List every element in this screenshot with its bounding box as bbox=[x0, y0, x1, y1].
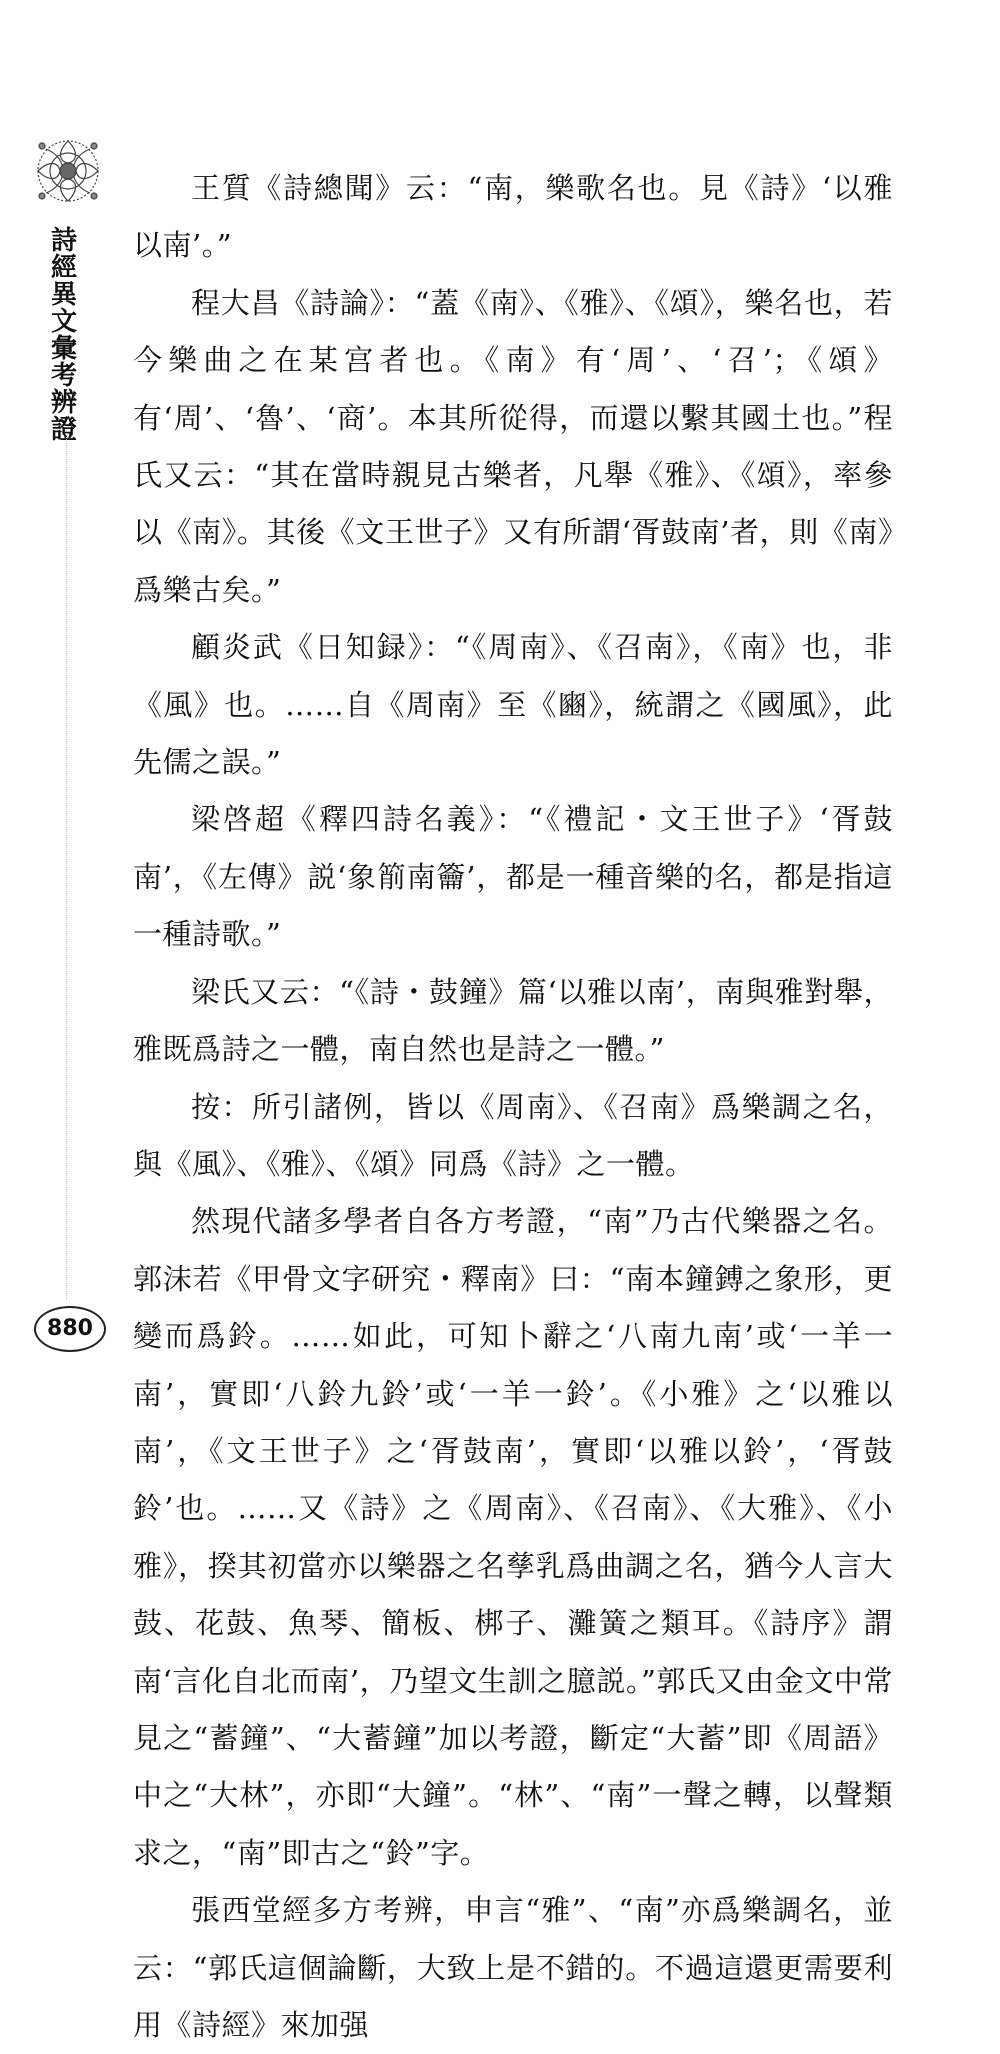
main-text bbox=[133, 160, 893, 2054]
side-divider bbox=[66, 430, 67, 1300]
paragraph: 顧炎武《日知録》：“《周南》、《召南》，《南》也，非《風》也。……自《周南》至《豳》，統謂之《國風》，此先儒之誤。” bbox=[133, 630, 893, 780]
paragraph: 然現代諸多學者自各方考證，“南”乃古代樂器之名。郭沫若《甲骨文字研究・釋南》曰：“南本鐘鎛之象形，更變而爲鈴。……如此，可知卜辭之‘八南九南’或‘一羊一南’，實即‘八鈴九鈴’或‘一羊一鈴’。《小雅》之‘以雅以南’，《文王世子》之‘胥鼓南’，實即‘以雅以鈴’，‘胥鼓鈴’也。……又《詩》之《周南》、《召南》、《大雅》、《小雅》，揆其初當亦以樂器之名孳乳爲曲調之名，猶今人言大鼓、花鼓、魚琴、簡板、梆子、灘簧之類耳。《詩序》謂南‘言化自北而南’，乃望文生訓之臆説。”郭氏又由金文中常見之“蓄鐘”、“大蓄鐘”加以考證，斷定“大蓄”即《周語》中之“大林”，亦即“大鐘”。“林”、“南”一聲之轉，以聲類求之，“南”即古之“鈴”字。 bbox=[133, 1204, 893, 1870]
paragraph: 梁啓超《釋四詩名義》：“《禮記・文王世子》‘胥鼓南’，《左傳》説‘象箾南籥’，都是一種音樂的名，都是指這一種詩歌。” bbox=[133, 802, 893, 952]
running-title: 詩經異文彙考辨證 bbox=[50, 226, 77, 445]
floral-ornament-icon bbox=[18, 126, 118, 216]
paragraph: 梁氏又云：“《詩・鼓鐘》篇‘以雅以南’，南與雅對舉，雅既爲詩之一體，南自然也是詩之一體。” bbox=[133, 974, 893, 1067]
paragraph: 程大昌《詩論》：“蓋《南》、《雅》、《頌》，樂名也，若今樂曲之在某宫者也。《南》有‘周’、‘召’；《頌》有‘周’、‘魯’、‘商’。本其所從得，而還以繫其國土也。”程氏又云：“其在當時親見古樂者，凡舉《雅》、《頌》，率參以《南》。其後《文王世子》又有所謂‘胥鼓南’者，則《南》爲樂古矣。” bbox=[133, 285, 893, 607]
paragraph: 王質《詩總聞》云：“南，樂歌名也。見《詩》‘以雅以南’。” bbox=[133, 171, 893, 263]
page-number: 880 bbox=[34, 1306, 106, 1352]
paragraph: 按：所引諸例，皆以《周南》、《召南》爲樂調之名，與《風》、《雅》、《頌》同爲《詩》之一體。 bbox=[133, 1089, 893, 1181]
paragraph: 張西堂經多方考辨，申言“雅”、“南”亦爲樂調名，並云：“郭氏這個論斷，大致上是不錯的。不過這還更需要利用《詩經》來加强 bbox=[133, 1893, 893, 2042]
